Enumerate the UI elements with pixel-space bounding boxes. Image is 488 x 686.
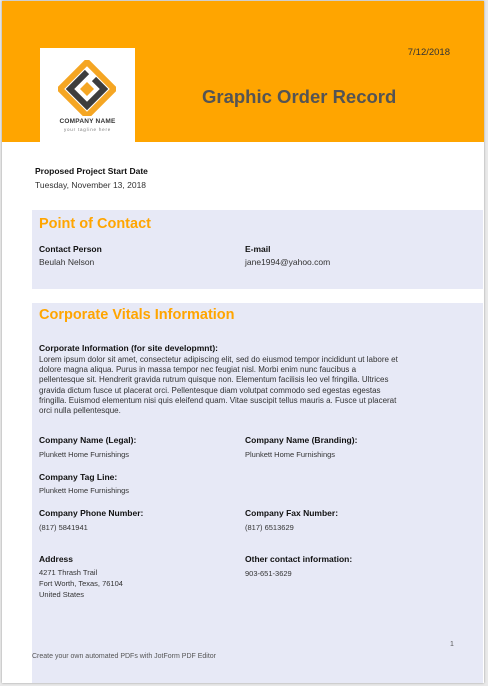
other-contact-label: Other contact information:	[245, 554, 353, 564]
pdf-page	[2, 1, 484, 683]
page-number: 1	[450, 641, 454, 648]
corporate-info-line: dolore magna aliqua. Purus in massa tempor nec feugiat nisl. Morbi enim nunc faucibus a	[39, 365, 357, 375]
logo-diamond-icon	[58, 60, 116, 116]
start-date-value: Tuesday, November 13, 2018	[35, 180, 147, 190]
logo-tagline: your tagline here	[63, 127, 112, 132]
company-phone-label: Company Phone Number:	[39, 508, 144, 518]
address-line: Fort Worth, Texas, 76104	[39, 579, 123, 588]
corporate-vitals-heading: Corporate Vitals Information	[39, 307, 235, 323]
company-legal-value: Plunkett Home Furnishings	[39, 450, 130, 459]
company-tagline-label: Company Tag Line:	[39, 472, 118, 482]
company-fax-value: (817) 6513629	[245, 523, 294, 532]
company-logo	[40, 48, 135, 142]
company-fax-label: Company Fax Number:	[245, 508, 339, 518]
record-date: 7/12/2018	[407, 47, 450, 58]
point-of-contact-heading: Point of Contact	[39, 216, 151, 232]
footer-link[interactable]: Create your own automated PDFs with JotForm PDF Editor	[32, 653, 217, 660]
company-branding-label: Company Name (Branding):	[245, 435, 358, 445]
email-value: jane1994@yahoo.com	[245, 257, 331, 267]
header-banner	[2, 1, 484, 142]
corporate-info-line: gravida dictum fusce ut placerat orci. Pellentesque diam volutpat commodo sed egestas egestas	[39, 385, 381, 395]
page-title: Graphic Order Record	[202, 86, 397, 107]
point-of-contact-section	[32, 210, 483, 289]
company-branding-value: Plunkett Home Furnishings	[245, 450, 336, 459]
corporate-info-line: fringilla. Euismod elementum nisi quis eleifend quam. Vitae suscipit tellus mauris a. Fusce ut placerat	[39, 395, 397, 405]
company-phone-value: (817) 5841941	[39, 523, 88, 532]
corporate-vitals-section	[32, 303, 483, 683]
company-tagline-value: Plunkett Home Furnishings	[39, 486, 130, 495]
address-label: Address	[39, 554, 74, 564]
corporate-info-text	[39, 355, 449, 416]
start-date-label: Proposed Project Start Date	[35, 166, 148, 176]
address-line: 4271 Thrash Trail	[39, 568, 98, 577]
email-label: E-mail	[245, 244, 271, 254]
address-line: United States	[39, 590, 85, 599]
logo-company-name: COMPANY NAME	[59, 118, 116, 125]
corporate-info-line: orci nulla pellentesque.	[39, 406, 121, 416]
corporate-info-line: pellentesque sit. Hendrerit gravida rutrum quisque non. Elementum facilisis leo vel fringilla. Ultrices	[39, 375, 389, 385]
contact-person-value: Beulah Nelson	[39, 257, 95, 267]
corporate-info-line: Lorem ipsum dolor sit amet, consectetur adipiscing elit, sed do eiusmod tempor incididunt ut labore et	[39, 355, 398, 364]
contact-person-label: Contact Person	[39, 244, 102, 254]
corporate-info-label: Corporate Information (for site developmnt):	[39, 343, 218, 353]
company-legal-label: Company Name (Legal):	[39, 435, 137, 445]
other-contact-value: 903-651-3629	[245, 569, 292, 578]
